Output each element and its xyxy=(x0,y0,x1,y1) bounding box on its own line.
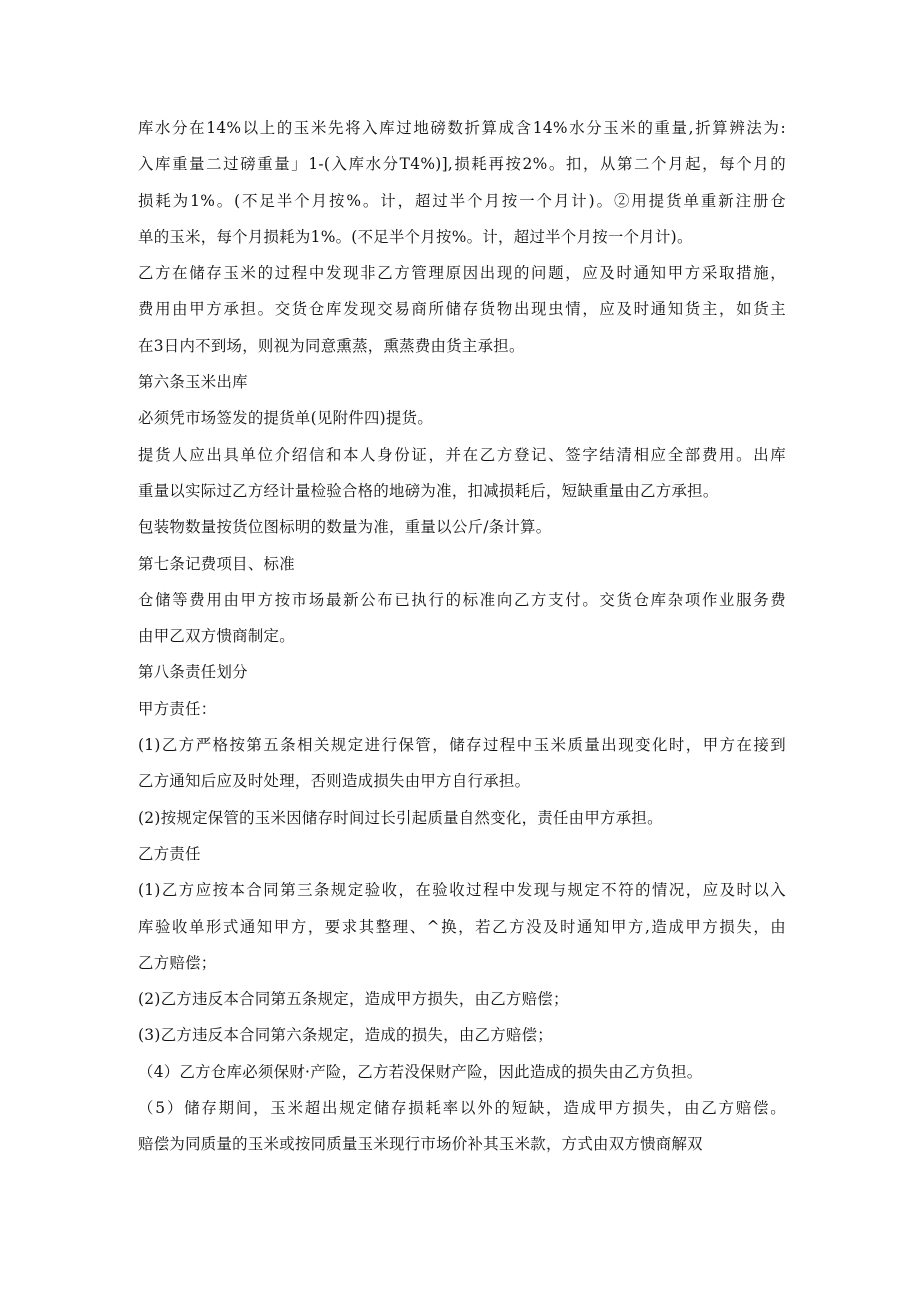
text-line: (2)按规定保管的玉米因储存时间过长引起质量自然变化，责任由甲方承担。 xyxy=(138,808,663,827)
text-line: 仓储等费用由甲方按市场最新公布已执行的标准向乙方支付。交货仓库杂项作业服务费 xyxy=(138,590,786,609)
text-line: (1)乙方严格按第五条相关规定进行保管，储存过程中玉米质量出现变化时，甲方在接到 xyxy=(138,736,786,755)
text-line: 赔偿为同质量的玉米或按同质量玉米现行市场价补其玉米款，方式由双方愦商解双 xyxy=(138,1135,703,1154)
subsection-heading: 乙方责任 xyxy=(138,844,201,863)
subsection-heading: 甲方责任： xyxy=(138,699,217,718)
section-heading: 第六条玉米出库 xyxy=(138,373,248,392)
text-line: 库水分在14%以上的玉米先将入库过地磅数折算成含14%水分玉米的重量,折算辨法为: xyxy=(138,119,786,137)
text-line: 提货人应出具单位介绍信和本人身份证，并在乙方登记、签字结清相应全部费用。出库 xyxy=(138,445,786,464)
text-line: 单的玉米，每个月损耗为1%。(不足半个月按%。计，超过半个月按一个月计)。 xyxy=(138,227,693,246)
text-line: 费用由甲方承担。交货仓库发现交易商所储存货物出现虫情，应及时通知货主，如货主 xyxy=(138,300,786,319)
section-heading: 第七条记费项目、标准 xyxy=(138,554,295,573)
text-line: (3)乙方违反本合同第六条规定，造成的损失，由乙方赔偿； xyxy=(138,1026,553,1045)
text-line: 重量以实际过乙方经计量检验合格的地磅为准，扣减损耗后，短缺重量由乙方承担。 xyxy=(138,481,719,500)
text-line: 包装物数量按货位图标明的数量为准，重量以公斤/条计算。 xyxy=(138,518,552,537)
text-line: 乙方赔偿； xyxy=(138,953,217,972)
text-line: 损耗为1%。(不足半个月按%。计，超过半个月按一个月计)。②用提货单重新注册仓 xyxy=(138,191,786,210)
text-line: 入库重量二过磅重量」1-(入库水分T4%)],损耗再按2%。扣，从第二个月起，每个月的 xyxy=(138,155,786,174)
text-line: 由甲乙双方愦商制定。 xyxy=(138,627,295,646)
text-line: 乙方通知后应及时处理，否则造成损失由甲方自行承担。 xyxy=(138,772,531,791)
text-line: 库验收单形式通知甲方，要求其整理、^换，若乙方没及时通知甲方,造成甲方损失，由 xyxy=(138,917,786,936)
text-line: (2)乙方违反本合同第五条规定，造成甲方损失，由乙方赔偿； xyxy=(138,990,569,1009)
text-line: （4）乙方仓库必须保财·产险，乙方若没保财产险，因此造成的损失由乙方负担。 xyxy=(138,1062,703,1081)
section-heading: 第八条责任划分 xyxy=(138,663,248,682)
text-line: 在3日内不到场，则视为同意熏蒸，熏蒸费由货主承担。 xyxy=(138,336,525,355)
text-line: 乙方在储存玉米的过程中发现非乙方管理原因出现的问题，应及时通知甲方采取措施， xyxy=(138,264,786,283)
text-line: 必须凭市场签发的提货单(见附件四)提货。 xyxy=(138,409,434,428)
document-body xyxy=(138,114,786,1167)
text-line: （5）储存期间，玉米超出规定储存损耗率以外的短缺，造成甲方损失，由乙方赔偿。 xyxy=(138,1099,786,1118)
text-line: (1)乙方应按本合同第三条规定验收，在验收过程中发现与规定不符的情况，应及时以入 xyxy=(138,881,786,900)
